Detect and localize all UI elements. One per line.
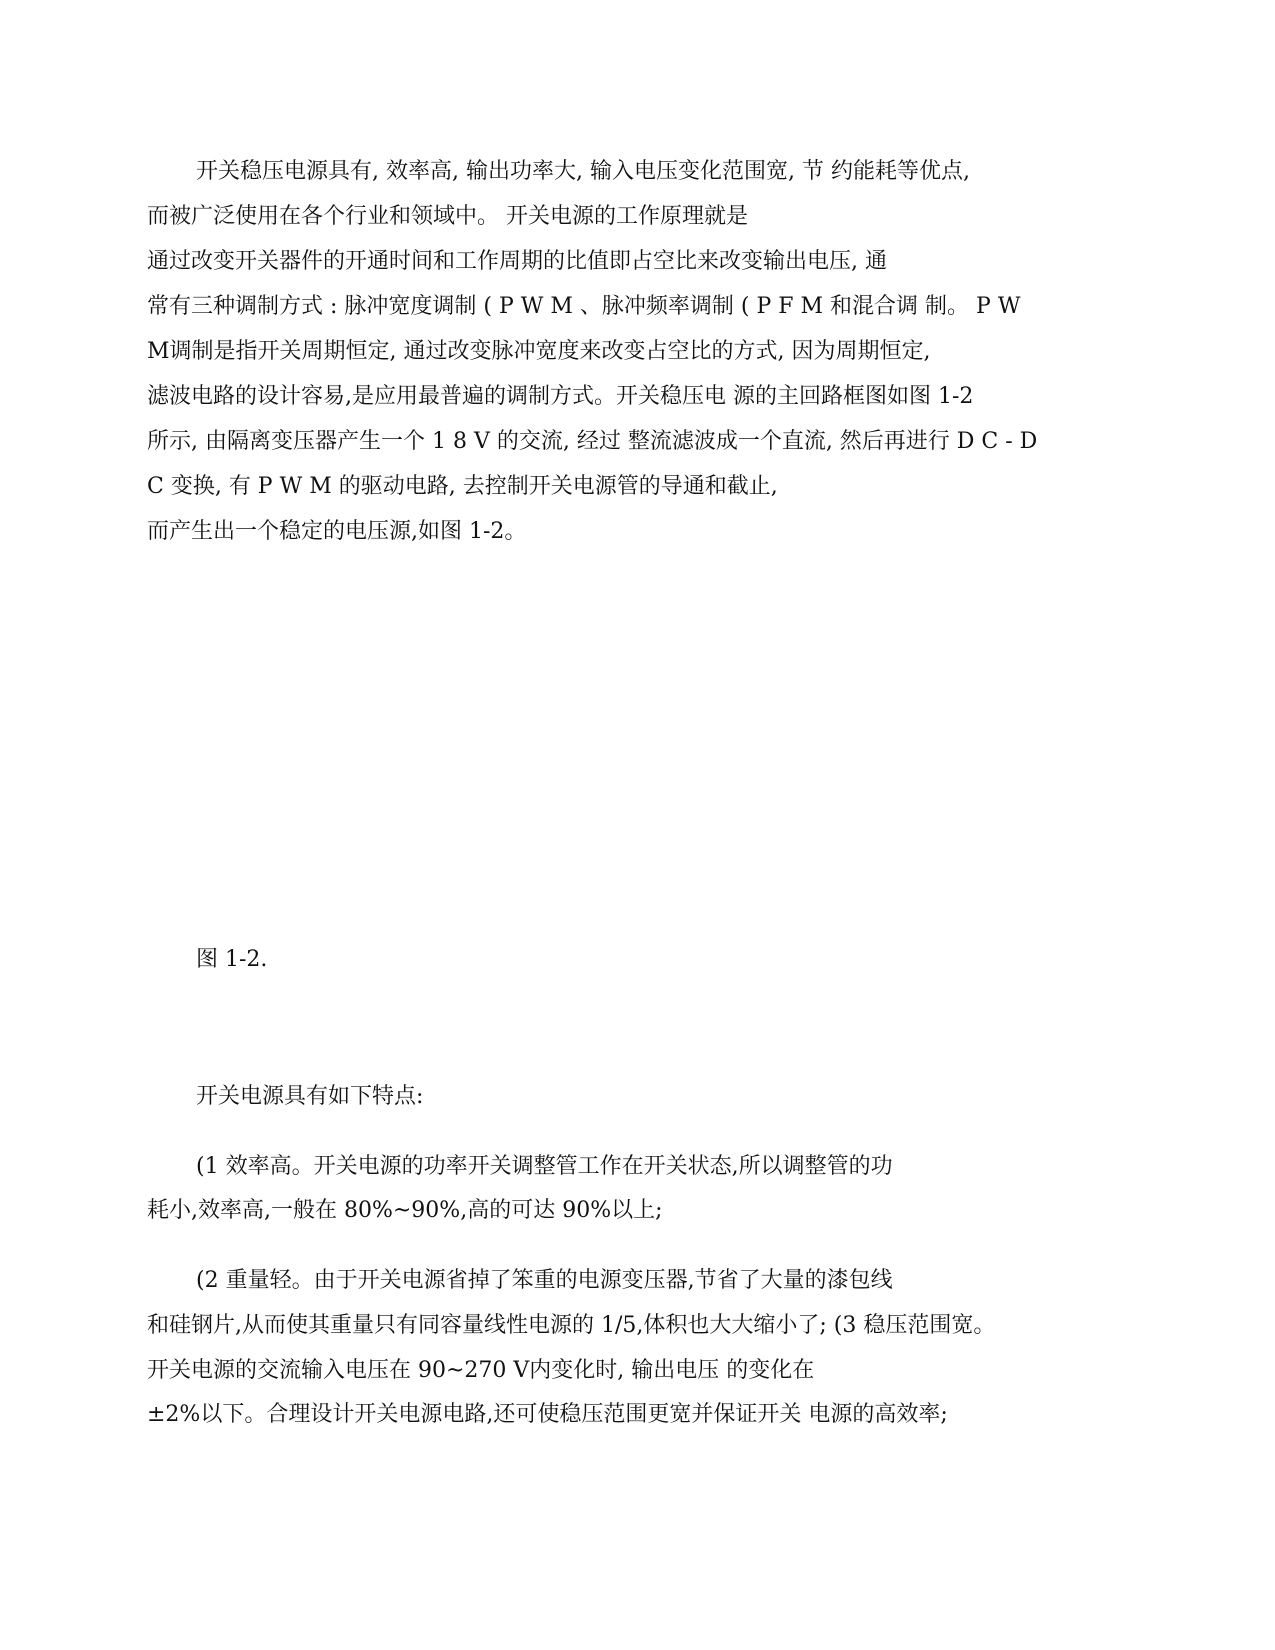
- features-heading: 开关电源具有如下特点:: [196, 1084, 424, 1109]
- paragraph-line: 常有三种调制方式 : 脉冲宽度调制 ( P W M 、脉冲频率调制 ( P F M 和混合调 制。 P W: [147, 294, 1021, 319]
- feature-line: 和硅钢片,从而使其重量只有同容量线性电源的 1/5,体积也大大缩小了; (3 稳压范围宽。: [147, 1313, 996, 1338]
- feature-line: (2 重量轻。由于开关电源省掉了笨重的电源变压器,节省了大量的漆包线: [196, 1268, 893, 1293]
- paragraph-line: 通过改变开关器件的开通时间和工作周期的比值即占空比来改变输出电压, 通: [147, 249, 887, 274]
- feature-line: ±2%以下。合理设计开关电源电路,还可使稳压范围更宽并保证开关 电源的高效率;: [147, 1402, 948, 1427]
- feature-line: (1 效率高。开关电源的功率开关调整管工作在开关状态,所以调整管的功: [196, 1154, 893, 1179]
- paragraph-line: 所示, 由隔离变压器产生一个 1 8 V 的交流, 经过 整流滤波成一个直流, 然后再进行 D C - D: [147, 429, 1038, 454]
- paragraph-line: C 变换, 有 P W M 的驱动电路, 去控制开关电源管的导通和截止,: [147, 474, 778, 499]
- paragraph-line: 而产生出一个稳定的电压源,如图 1-2。: [147, 519, 527, 544]
- paragraph-line: 滤波电路的设计容易,是应用最普遍的调制方式。开关稳压电 源的主回路框图如图 1-2: [147, 384, 974, 409]
- paragraph-line: 而被广泛使用在各个行业和领域中。 开关电源的工作原理就是: [147, 204, 748, 229]
- figure-caption: 图 1-2.: [196, 947, 268, 972]
- paragraph-line: 开关稳压电源具有, 效率高, 输出功率大, 输入电压变化范围宽, 节 约能耗等优点,: [196, 159, 970, 184]
- feature-line: 耗小,效率高,一般在 80%~90%,高的可达 90%以上;: [147, 1198, 663, 1223]
- feature-line: 开关电源的交流输入电压在 90~270 V内变化时, 输出电压 的变化在: [147, 1358, 815, 1383]
- paragraph-line: M调制是指开关周期恒定, 通过改变脉冲宽度来改变占空比的方式, 因为周期恒定,: [147, 339, 931, 364]
